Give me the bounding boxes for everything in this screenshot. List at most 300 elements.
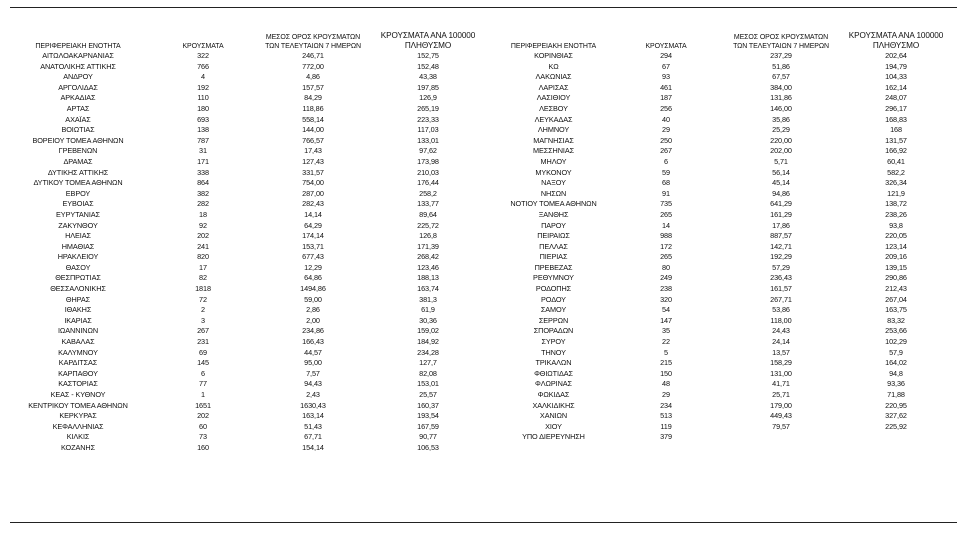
cell-per100k: 71,88 bbox=[887, 390, 905, 399]
cell-avg7: 51,43 bbox=[304, 421, 322, 431]
cell-region: ΧΑΛΚΙΔΙΚΗΣ bbox=[532, 400, 575, 410]
cell-avg7: 53,86 bbox=[772, 305, 790, 315]
cell-cases: 202 bbox=[197, 231, 209, 241]
cell-avg7: 153,71 bbox=[302, 241, 324, 251]
cell-per100k: 238,26 bbox=[885, 209, 907, 219]
cell-per100k: 60,41 bbox=[887, 156, 905, 166]
cell-cases: 6 bbox=[664, 156, 668, 166]
header-cases: ΚΡΟΥΣΜΑΤΑ bbox=[645, 43, 687, 50]
cell-per100k: 164,02 bbox=[885, 358, 907, 368]
cell-region: ΑΡΤΑΣ bbox=[66, 103, 90, 113]
cell-cases: 1818 bbox=[195, 284, 211, 294]
cell-region: ΚΕΦΑΛΛΗΝΙΑΣ bbox=[52, 421, 104, 431]
cell-per100k: 184,92 bbox=[417, 337, 439, 347]
cell-avg7: 246,71 bbox=[302, 51, 324, 60]
cell-per100k: 94,8 bbox=[889, 368, 903, 378]
cell-per100k: 327,62 bbox=[885, 411, 907, 421]
cell-avg7: 24,43 bbox=[772, 326, 790, 336]
cell-region: ΑΙΤΩΛΟΑΚΑΡΝΑΝΙΑΣ bbox=[42, 51, 114, 60]
cell-region: ΒΟΡΕΙΟΥ ΤΟΜΕΑ ΑΘΗΝΩΝ bbox=[32, 135, 124, 145]
cell-per100k: 176,44 bbox=[417, 178, 439, 188]
cell-per100k: 167,59 bbox=[417, 421, 439, 431]
cell-per100k: 127,7 bbox=[419, 358, 437, 368]
cell-region: ΔΥΤΙΚΗΣ ΑΤΤΙΚΗΣ bbox=[47, 167, 109, 177]
cell-region: ΧΑΝΙΩΝ bbox=[539, 411, 568, 421]
cell-per100k: 152,75 bbox=[417, 51, 439, 60]
cell-cases: 73 bbox=[199, 432, 207, 442]
cell-region: ΚΟΖΑΝΗΣ bbox=[61, 442, 95, 452]
header-avg7-line1: ΜΕΣΟΣ ΟΡΟΣ ΚΡΟΥΣΜΑΤΩΝ bbox=[733, 34, 829, 41]
cell-avg7: 161,29 bbox=[770, 209, 792, 219]
cell-per100k: 160,37 bbox=[417, 400, 439, 410]
cell-region: ΕΒΡΟΥ bbox=[65, 188, 91, 198]
cell-region: ΛΕΣΒΟΥ bbox=[539, 103, 568, 113]
cell-avg7: 146,00 bbox=[770, 103, 792, 113]
cell-region: ΗΛΕΙΑΣ bbox=[65, 231, 91, 241]
cell-avg7: 64,29 bbox=[304, 220, 322, 230]
cell-avg7: 282,43 bbox=[302, 199, 324, 209]
cell-cases: 382 bbox=[197, 188, 209, 198]
cell-cases: 119 bbox=[660, 421, 672, 431]
cell-cases: 14 bbox=[662, 220, 670, 230]
cell-region: ΜΑΓΝΗΣΙΑΣ bbox=[533, 135, 574, 145]
cell-cases: 180 bbox=[197, 103, 209, 113]
cell-region: ΝΟΤΙΟΥ ΤΟΜΕΑ ΑΘΗΝΩΝ bbox=[510, 199, 597, 209]
cell-region: ΛΕΥΚΑΔΑΣ bbox=[534, 114, 573, 124]
cell-region: ΠΕΛΛΑΣ bbox=[539, 241, 568, 251]
cell-avg7: 192,29 bbox=[770, 252, 792, 262]
cell-cases: 988 bbox=[660, 231, 672, 241]
cell-region: ΚΕΡΚΥΡΑΣ bbox=[59, 411, 97, 421]
cell-avg7: 179,00 bbox=[770, 400, 792, 410]
cell-avg7: 84,29 bbox=[304, 93, 322, 103]
cell-per100k: 163,74 bbox=[417, 284, 439, 294]
cell-per100k: 223,33 bbox=[417, 114, 439, 124]
cell-cases: 54 bbox=[662, 305, 670, 315]
header-per100k-line1: ΚΡΟΥΣΜΑΤΑ ΑΝΑ 100000 bbox=[380, 31, 476, 40]
cell-region: ΝΑΞΟΥ bbox=[541, 178, 566, 188]
cell-per100k: 162,14 bbox=[885, 82, 907, 92]
cell-per100k: 381,3 bbox=[419, 294, 437, 304]
cell-cases: 864 bbox=[197, 178, 209, 188]
cell-region: ΓΡΕΒΕΝΩΝ bbox=[58, 146, 98, 156]
cell-cases: 735 bbox=[660, 199, 672, 209]
header-per100k bbox=[841, 31, 951, 51]
cell-cases: 72 bbox=[199, 294, 207, 304]
cell-cases: 91 bbox=[662, 188, 670, 198]
cell-region: ΚΑΛΥΜΝΟΥ bbox=[58, 347, 98, 357]
cell-cases: 3 bbox=[201, 315, 205, 325]
cell-cases: 693 bbox=[197, 114, 209, 124]
header-avg7 bbox=[258, 33, 368, 51]
cell-avg7: 677,43 bbox=[302, 252, 324, 262]
cell-avg7: 161,57 bbox=[770, 284, 792, 294]
cell-avg7: 236,43 bbox=[770, 273, 792, 283]
cell-per100k: 93,8 bbox=[889, 220, 903, 230]
cell-region: ΖΑΚΥΝΘΟΥ bbox=[58, 220, 98, 230]
cell-cases: 31 bbox=[199, 146, 207, 156]
cell-per100k: 117,03 bbox=[417, 125, 439, 135]
cell-avg7: 94,86 bbox=[772, 188, 790, 198]
cell-region: ΛΑΡΙΣΑΣ bbox=[538, 82, 569, 92]
cell-avg7: 154,14 bbox=[302, 442, 324, 452]
cell-region: ΠΡΕΒΕΖΑΣ bbox=[534, 262, 573, 272]
bottom-rule bbox=[10, 522, 957, 523]
cell-region: ΑΡΓΟΛΙΔΑΣ bbox=[58, 82, 98, 92]
cell-avg7: 35,86 bbox=[772, 114, 790, 124]
cell-cases: 379 bbox=[660, 432, 672, 442]
cell-cases: 267 bbox=[197, 326, 209, 336]
cell-per100k: 268,42 bbox=[417, 252, 439, 262]
cell-cases: 6 bbox=[201, 368, 205, 378]
cell-per100k: 168,83 bbox=[885, 114, 907, 124]
cell-region: ΑΝΔΡΟΥ bbox=[63, 72, 93, 82]
cell-region: ΜΗΛΟΥ bbox=[540, 156, 567, 166]
header-per100k-line2: ΠΛΗΘΥΣΜΟ bbox=[872, 41, 920, 50]
cell-per100k: 582,2 bbox=[887, 167, 905, 177]
cell-per100k: 166,92 bbox=[885, 146, 907, 156]
cell-region: ΛΑΣΙΘΙΟΥ bbox=[536, 93, 571, 103]
cell-per100k: 25,57 bbox=[419, 390, 437, 399]
cell-region: ΚΑΡΠΑΘΟΥ bbox=[58, 368, 98, 378]
cell-per100k: 209,16 bbox=[885, 252, 907, 262]
cell-region: ΗΡΑΚΛΕΙΟΥ bbox=[57, 252, 99, 262]
cell-per100k: 296,17 bbox=[885, 103, 907, 113]
cell-avg7: 17,86 bbox=[772, 220, 790, 230]
cell-avg7: 4,86 bbox=[306, 72, 320, 82]
cell-cases: 60 bbox=[199, 421, 207, 431]
cell-cases: 256 bbox=[660, 103, 672, 113]
cell-cases: 294 bbox=[660, 51, 672, 60]
cell-cases: 48 bbox=[662, 379, 670, 389]
cell-avg7: 166,43 bbox=[302, 337, 324, 347]
cell-avg7: 267,71 bbox=[770, 294, 792, 304]
cell-cases: 820 bbox=[197, 252, 209, 262]
cell-per100k: 267,04 bbox=[885, 294, 907, 304]
cell-per100k: 225,92 bbox=[885, 421, 907, 431]
header-avg7-line1: ΜΕΣΟΣ ΟΡΟΣ ΚΡΟΥΣΜΑΤΩΝ bbox=[265, 34, 361, 41]
cell-region: ΛΗΜΝΟΥ bbox=[537, 125, 570, 135]
cell-per100k: 188,13 bbox=[417, 273, 439, 283]
header-avg7-line2: ΤΩΝ ΤΕΛΕΥΤΑΙΩΝ 7 ΗΜΕΡΩΝ bbox=[265, 43, 361, 50]
cell-region: ΝΗΣΩΝ bbox=[540, 188, 567, 198]
cell-cases: 766 bbox=[197, 61, 209, 71]
cell-cases: 338 bbox=[197, 167, 209, 177]
cell-avg7: 202,00 bbox=[770, 146, 792, 156]
cell-region: ΣΥΡΟΥ bbox=[541, 337, 566, 347]
cell-per100k: 225,72 bbox=[417, 220, 439, 230]
cell-region: ΚΑΣΤΟΡΙΑΣ bbox=[58, 379, 98, 389]
cell-cases: 18 bbox=[199, 209, 207, 219]
cell-avg7: 25,71 bbox=[772, 390, 790, 399]
cell-avg7: 64,86 bbox=[304, 273, 322, 283]
cell-per100k: 290,86 bbox=[885, 273, 907, 283]
cell-cases: 150 bbox=[660, 368, 672, 378]
cell-avg7: 163,14 bbox=[302, 411, 324, 421]
cell-per100k: 163,75 bbox=[885, 305, 907, 315]
cell-per100k: 102,29 bbox=[885, 337, 907, 347]
cell-region: ΣΑΜΟΥ bbox=[540, 305, 567, 315]
cell-avg7: 558,14 bbox=[302, 114, 324, 124]
cell-cases: 192 bbox=[197, 82, 209, 92]
cell-cases: 59 bbox=[662, 167, 670, 177]
cell-avg7: 754,00 bbox=[302, 178, 324, 188]
cell-cases: 267 bbox=[660, 146, 672, 156]
cell-region: ΥΠΟ ΔΙΕΡΕΥΝΗΣΗ bbox=[522, 432, 585, 442]
cell-region: ΡΟΔΟΥ bbox=[541, 294, 566, 304]
header-per100k bbox=[373, 31, 483, 51]
top-rule bbox=[10, 7, 957, 8]
cell-cases: 4 bbox=[201, 72, 205, 82]
cell-region: ΘΕΣΣΑΛΟΝΙΚΗΣ bbox=[50, 284, 106, 294]
cell-region: ΤΡΙΚΑΛΩΝ bbox=[535, 358, 572, 368]
cell-region: ΧΙΟΥ bbox=[545, 421, 562, 431]
cell-cases: 110 bbox=[197, 93, 209, 103]
cell-cases: 2 bbox=[201, 305, 205, 315]
cell-avg7: 94,43 bbox=[304, 379, 322, 389]
cell-cases: 322 bbox=[197, 51, 209, 60]
cell-per100k: 171,39 bbox=[417, 241, 439, 251]
cell-cases: 241 bbox=[197, 241, 209, 251]
cell-avg7: 57,29 bbox=[772, 262, 790, 272]
cell-avg7: 24,14 bbox=[772, 337, 790, 347]
cell-per100k: 220,05 bbox=[885, 231, 907, 241]
cell-avg7: 158,29 bbox=[770, 358, 792, 368]
cell-per100k: 106,53 bbox=[417, 442, 439, 452]
cell-avg7: 59,00 bbox=[304, 294, 322, 304]
cell-per100k: 138,72 bbox=[885, 199, 907, 209]
cell-region: ΘΑΣΟΥ bbox=[65, 262, 91, 272]
cell-avg7: 51,86 bbox=[772, 61, 790, 71]
cell-region: ΚΩ bbox=[548, 61, 559, 71]
cell-region: ΚΑΒΑΛΑΣ bbox=[61, 337, 95, 347]
header-region: ΠΕΡΙΦΕΡΕΙΑΚΗ ΕΝΟΤΗΤΑ bbox=[510, 43, 597, 50]
cell-region: ΦΛΩΡΙΝΑΣ bbox=[535, 379, 572, 389]
cell-avg7: 1494,86 bbox=[300, 284, 326, 294]
cell-region: ΘΕΣΠΡΩΤΙΑΣ bbox=[55, 273, 101, 283]
cell-region: ΑΡΚΑΔΙΑΣ bbox=[60, 93, 96, 103]
cell-per100k: 131,57 bbox=[885, 135, 907, 145]
cell-per100k: 89,64 bbox=[419, 209, 437, 219]
cell-per100k: 194,79 bbox=[885, 61, 907, 71]
cell-cases: 250 bbox=[660, 135, 672, 145]
cell-per100k: 234,28 bbox=[417, 347, 439, 357]
cell-avg7: 142,71 bbox=[770, 241, 792, 251]
cell-per100k: 104,33 bbox=[885, 72, 907, 82]
cell-cases: 67 bbox=[662, 61, 670, 71]
header-cases: ΚΡΟΥΣΜΑΤΑ bbox=[182, 43, 224, 50]
cell-per100k: 220,95 bbox=[885, 400, 907, 410]
cell-cases: 5 bbox=[664, 347, 668, 357]
header-per100k-line1: ΚΡΟΥΣΜΑΤΑ ΑΝΑ 100000 bbox=[848, 31, 944, 40]
cell-region: ΣΕΡΡΩΝ bbox=[538, 315, 569, 325]
cell-cases: 320 bbox=[660, 294, 672, 304]
cell-avg7: 17,43 bbox=[304, 146, 322, 156]
cell-per100k: 210,03 bbox=[417, 167, 439, 177]
cell-avg7: 766,57 bbox=[302, 135, 324, 145]
cell-per100k: 265,19 bbox=[417, 103, 439, 113]
cell-per100k: 139,15 bbox=[885, 262, 907, 272]
header-avg7 bbox=[726, 33, 836, 51]
cell-cases: 82 bbox=[199, 273, 207, 283]
cell-avg7: 7,57 bbox=[306, 368, 320, 378]
cell-cases: 147 bbox=[660, 315, 672, 325]
cell-avg7: 95,00 bbox=[304, 358, 322, 368]
cell-region: ΡΟΔΟΠΗΣ bbox=[535, 284, 572, 294]
cell-avg7: 287,00 bbox=[302, 188, 324, 198]
cell-region: ΡΕΘΥΜΝΟΥ bbox=[533, 273, 574, 283]
cell-avg7: 118,86 bbox=[302, 103, 324, 113]
cell-per100k: 159,02 bbox=[417, 326, 439, 336]
cell-cases: 29 bbox=[662, 125, 670, 135]
cell-cases: 40 bbox=[662, 114, 670, 124]
cell-cases: 787 bbox=[197, 135, 209, 145]
cell-per100k: 43,38 bbox=[419, 72, 437, 82]
cell-cases: 145 bbox=[197, 358, 209, 368]
cell-cases: 77 bbox=[199, 379, 207, 389]
cell-region: ΜΕΣΣΗΝΙΑΣ bbox=[532, 146, 574, 156]
cell-cases: 17 bbox=[199, 262, 207, 272]
header-per100k-line2: ΠΛΗΘΥΣΜΟ bbox=[404, 41, 452, 50]
cell-per100k: 133,01 bbox=[417, 135, 439, 145]
cell-avg7: 1630,43 bbox=[300, 400, 326, 410]
cell-avg7: 25,29 bbox=[772, 125, 790, 135]
cell-cases: 231 bbox=[197, 337, 209, 347]
cell-avg7: 79,57 bbox=[772, 421, 790, 431]
cell-avg7: 67,57 bbox=[772, 72, 790, 82]
cell-cases: 234 bbox=[660, 400, 672, 410]
cell-avg7: 56,14 bbox=[772, 167, 790, 177]
cell-avg7: 331,57 bbox=[302, 167, 324, 177]
cell-avg7: 220,00 bbox=[770, 135, 792, 145]
header-region: ΠΕΡΙΦΕΡΕΙΑΚΗ ΕΝΟΤΗΤΑ bbox=[35, 43, 121, 50]
cell-per100k: 212,43 bbox=[885, 284, 907, 294]
cell-cases: 80 bbox=[662, 262, 670, 272]
cell-region: ΔΥΤΙΚΟΥ ΤΟΜΕΑ ΑΘΗΝΩΝ bbox=[33, 178, 123, 188]
cell-cases: 160 bbox=[197, 442, 209, 452]
cell-avg7: 157,57 bbox=[302, 82, 324, 92]
cell-cases: 138 bbox=[197, 125, 209, 135]
cell-per100k: 133,77 bbox=[417, 199, 439, 209]
cell-avg7: 384,00 bbox=[770, 82, 792, 92]
cell-region: ΕΥΒΟΙΑΣ bbox=[62, 199, 94, 209]
cell-region: ΤΗΝΟΥ bbox=[541, 347, 566, 357]
cell-region: ΚΙΛΚΙΣ bbox=[66, 432, 90, 442]
cell-region: ΠΕΙΡΑΙΩΣ bbox=[537, 231, 570, 241]
cell-avg7: 118,00 bbox=[770, 315, 792, 325]
cell-region: ΦΩΚΙΔΑΣ bbox=[537, 390, 570, 399]
cell-region: ΑΧΑΪΑΣ bbox=[65, 114, 91, 124]
cell-region: ΔΡΑΜΑΣ bbox=[63, 156, 93, 166]
cell-avg7: 131,00 bbox=[770, 368, 792, 378]
cell-avg7: 127,43 bbox=[302, 156, 324, 166]
cell-avg7: 12,29 bbox=[304, 262, 322, 272]
cell-region: ΠΙΕΡΙΑΣ bbox=[539, 252, 568, 262]
cell-per100k: 197,85 bbox=[417, 82, 439, 92]
cell-avg7: 5,71 bbox=[774, 156, 788, 166]
cell-region: ΚΑΡΔΙΤΣΑΣ bbox=[58, 358, 98, 368]
cell-cases: 265 bbox=[660, 252, 672, 262]
cell-avg7: 13,57 bbox=[772, 347, 790, 357]
cell-cases: 202 bbox=[197, 411, 209, 421]
cell-cases: 461 bbox=[660, 82, 672, 92]
cell-cases: 92 bbox=[199, 220, 207, 230]
cell-region: ΑΝΑΤΟΛΙΚΗΣ ΑΤΤΙΚΗΣ bbox=[40, 61, 116, 71]
cell-cases: 238 bbox=[660, 284, 672, 294]
cell-per100k: 83,32 bbox=[887, 315, 905, 325]
cell-region: ΜΥΚΟΝΟΥ bbox=[535, 167, 572, 177]
cell-region: ΙΚΑΡΙΑΣ bbox=[64, 315, 92, 325]
cell-cases: 187 bbox=[660, 93, 672, 103]
cell-per100k: 152,48 bbox=[417, 61, 439, 71]
cell-cases: 249 bbox=[660, 273, 672, 283]
cell-per100k: 193,54 bbox=[417, 411, 439, 421]
cell-cases: 68 bbox=[662, 178, 670, 188]
cell-per100k: 93,36 bbox=[887, 379, 905, 389]
cell-avg7: 144,00 bbox=[302, 125, 324, 135]
cell-avg7: 772,00 bbox=[302, 61, 324, 71]
cell-region: ΒΟΙΩΤΙΑΣ bbox=[61, 125, 95, 135]
cell-avg7: 44,57 bbox=[304, 347, 322, 357]
cell-avg7: 887,57 bbox=[770, 231, 792, 241]
cell-avg7: 41,71 bbox=[772, 379, 790, 389]
cell-region: ΚΟΡΙΝΘΙΑΣ bbox=[534, 51, 573, 60]
cell-region: ΘΗΡΑΣ bbox=[65, 294, 91, 304]
cell-per100k: 153,01 bbox=[417, 379, 439, 389]
cell-per100k: 173,98 bbox=[417, 156, 439, 166]
cell-per100k: 97,62 bbox=[419, 146, 437, 156]
cell-region: ΚΕΝΤΡΙΚΟΥ ΤΟΜΕΑ ΑΘΗΝΩΝ bbox=[28, 400, 128, 410]
cell-avg7: 67,71 bbox=[304, 432, 322, 442]
cell-cases: 513 bbox=[660, 411, 672, 421]
cell-per100k: 82,08 bbox=[419, 368, 437, 378]
cell-avg7: 14,14 bbox=[304, 209, 322, 219]
cell-avg7: 237,29 bbox=[770, 51, 792, 60]
cell-per100k: 202,64 bbox=[885, 51, 907, 60]
cell-per100k: 90,77 bbox=[419, 432, 437, 442]
cell-per100k: 258,2 bbox=[419, 188, 437, 198]
cell-avg7: 2,43 bbox=[306, 390, 320, 399]
cell-cases: 171 bbox=[197, 156, 209, 166]
cell-per100k: 123,14 bbox=[885, 241, 907, 251]
cell-region: ΙΩΑΝΝΙΝΩΝ bbox=[57, 326, 98, 336]
cell-region: ΣΠΟΡΑΔΩΝ bbox=[533, 326, 574, 336]
cell-cases: 1651 bbox=[195, 400, 211, 410]
cell-cases: 172 bbox=[660, 241, 672, 251]
cell-per100k: 248,07 bbox=[885, 93, 907, 103]
cell-avg7: 2,86 bbox=[306, 305, 320, 315]
cell-per100k: 168 bbox=[890, 125, 902, 135]
cell-per100k: 126,8 bbox=[419, 231, 437, 241]
cell-avg7: 449,43 bbox=[770, 411, 792, 421]
cell-per100k: 57,9 bbox=[889, 347, 903, 357]
cell-cases: 282 bbox=[197, 199, 209, 209]
cell-region: ΚΕΑΣ - ΚΥΘΝΟΥ bbox=[50, 390, 106, 399]
cell-cases: 215 bbox=[660, 358, 672, 368]
cell-per100k: 326,34 bbox=[885, 178, 907, 188]
cell-avg7: 174,14 bbox=[302, 231, 324, 241]
cell-region: ΛΑΚΩΝΙΑΣ bbox=[535, 72, 572, 82]
cell-per100k: 61,9 bbox=[421, 305, 435, 315]
cell-per100k: 123,46 bbox=[417, 262, 439, 272]
cell-cases: 29 bbox=[662, 390, 670, 399]
cell-avg7: 2,00 bbox=[306, 315, 320, 325]
cell-region: ΗΜΑΘΙΑΣ bbox=[61, 241, 95, 251]
cell-cases: 265 bbox=[660, 209, 672, 219]
cell-cases: 93 bbox=[662, 72, 670, 82]
cell-region: ΕΥΡΥΤΑΝΙΑΣ bbox=[56, 209, 100, 219]
cell-cases: 1 bbox=[201, 390, 205, 399]
